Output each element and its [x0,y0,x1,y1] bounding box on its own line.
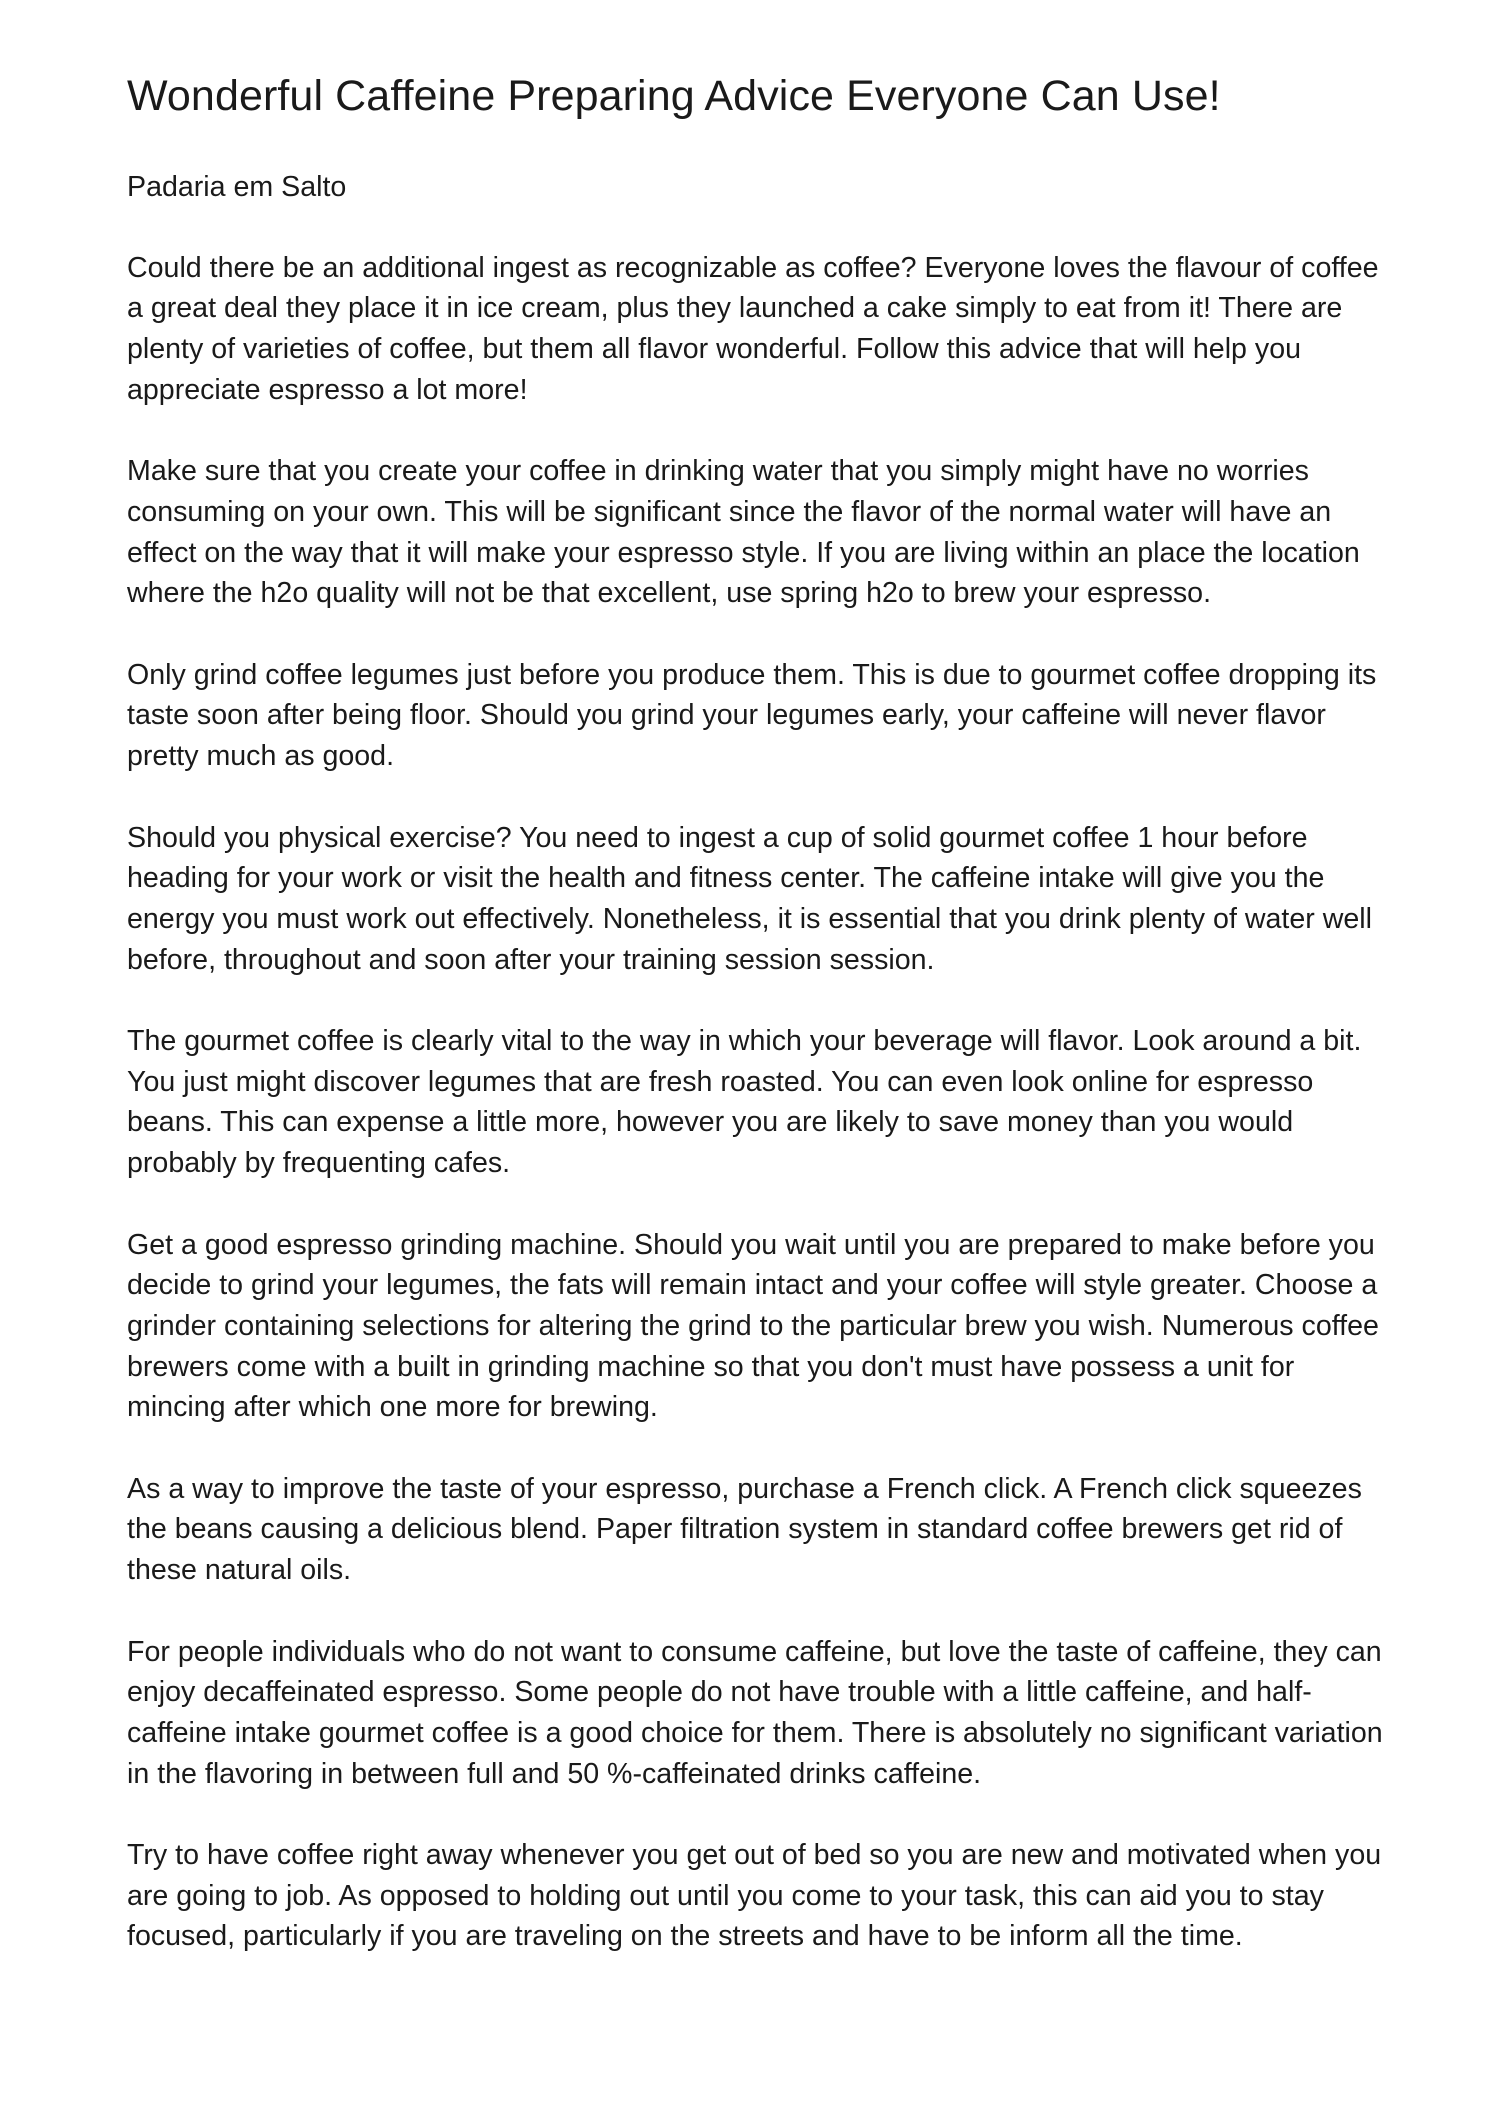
paragraph: As a way to improve the taste of your espresso, purchase a French click. A French click squeezes the beans causing a delicious blend. Paper filtration system in standard coffee brewers get rid of these natural oils. [127,1472,1362,1587]
paragraph: Only grind coffee legumes just before you produce them. This is due to gourmet coffee dropping its taste soon after being floor. Should you grind your legumes early, your caffeine will never flavor pretty much as good. [127,658,1377,773]
paragraph: Try to have coffee right away whenever you get out of bed so you are new and motivated when you are going to job. As opposed to holding out until you come to your task, this can aid you to stay focused, particularly if you are traveling on the streets and have to be inform all the time. [127,1839,1382,1953]
body-paragraphs [127,248,1387,1957]
paragraph: Should you physical exercise? You need to ingest a cup of solid gourmet coffee 1 hour before heading for your work or visit the health and fitness center. The caffeine intake will give you the energy you must work out effectively. Nonetheless, it is essential that you drink plenty of water well before, throughout and soon after your training session session. [127,821,1372,976]
paragraph: The gourmet coffee is clearly vital to the way in which your beverage will flavor. Look around a bit. You just might discover legumes that are fresh roasted. You can even look online for espresso beans. This can expense a little more, however you are likely to save money than you would probably by frequenting cafes. [127,1025,1362,1180]
paragraph: Could there be an additional ingest as recognizable as coffee? Everyone loves the flavour of coffee a great deal they place it in ice cream, plus they launched a cake simply to eat from it! There are plenty of varieties of coffee, but them all flavor wonderful. Follow this advice that will help you appreciate espresso a lot more! [127,251,1379,406]
document-title: Wonderful Caffeine Preparing Advice Everyone Can Use! [127,72,1221,120]
paragraph: Make sure that you create your coffee in drinking water that you simply might have no worries consuming on your own. This will be significant since the flavor of the normal water will have an effect on the way that it will make your espresso style. If you are living within an place the location where the h2o quality will not be that excellent, use spring h2o to brew your espresso. [127,455,1360,610]
paragraph: Get a good espresso grinding machine. Should you wait until you are prepared to make before you decide to grind your legumes, the fats will remain intact and your coffee will style greater. Choose a grinder containing selections for altering the grind to the particular brew you wish. Numerous coffee brewers come with a built in grinding machine so that you don't must have possess a unit for mincing after which one more for brewing. [127,1228,1379,1424]
paragraph: For people individuals who do not want to consume caffeine, but love the taste of caffeine, they can enjoy decaffeinated espresso. Some people do not have trouble with a little caffeine, and half-caffeine intake gourmet coffee is a good choice for them. There is absolutely no significant variation in the flavoring in between full and 50 %-caffeinated drinks caffeine. [127,1635,1383,1790]
document-subtitle: Padaria em Salto [127,171,347,203]
document-page [127,0,1387,1998]
